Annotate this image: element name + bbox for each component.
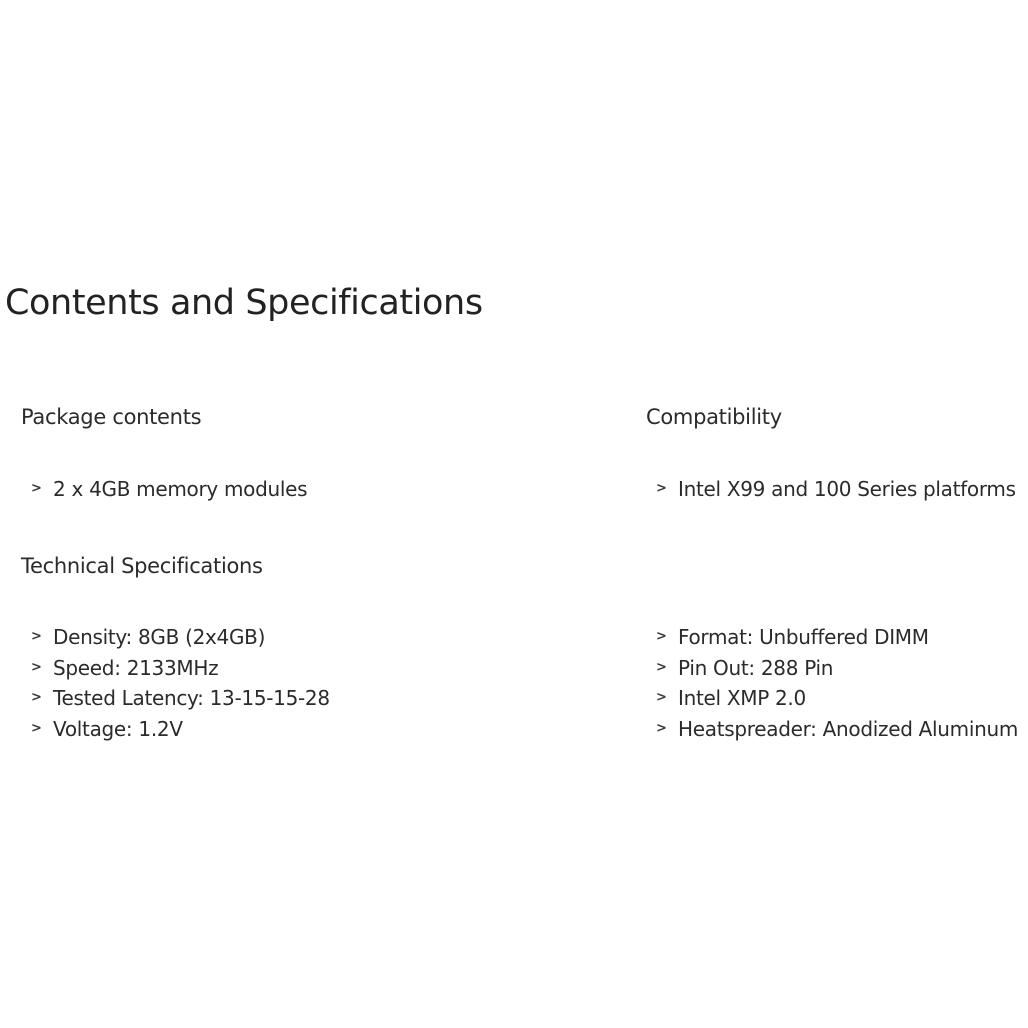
- compatibility-item-text: Intel X99 and 100 Series platforms: [678, 477, 1016, 501]
- compatibility-heading: Compatibility: [646, 405, 782, 429]
- compatibility-list: [656, 474, 1016, 505]
- spec-speed-text: Speed: 2133MHz: [53, 655, 219, 680]
- list-item: [656, 653, 1018, 684]
- spec-density-text: Density: 8GB (2x4GB): [53, 625, 266, 649]
- package-item-text: 2 x 4GB memory modules: [53, 477, 308, 501]
- specifications-left-list: [31, 622, 330, 744]
- chevron-right-icon: >: [31, 481, 42, 496]
- spec-pinout-text: Pin Out: 288 Pin: [678, 655, 834, 680]
- technical-specifications-heading: Technical Specifications: [21, 554, 263, 578]
- chevron-right-icon: >: [656, 690, 667, 705]
- chevron-right-icon: >: [656, 629, 667, 644]
- spec-format-text: Format: Unbuffered DIMM: [678, 625, 929, 649]
- chevron-right-icon: >: [31, 690, 42, 705]
- spec-xmp-text: Intel XMP 2.0: [678, 686, 806, 710]
- list-item: [656, 474, 1016, 505]
- list-item: [31, 683, 330, 714]
- chevron-right-icon: >: [656, 481, 667, 496]
- specifications-right-list: [656, 622, 1018, 744]
- list-item: [656, 683, 1018, 714]
- chevron-right-icon: >: [31, 629, 42, 644]
- list-item: [31, 653, 330, 684]
- list-item: [656, 622, 1018, 653]
- spec-latency-text: Tested Latency: 13-15-15-28: [53, 686, 330, 710]
- spec-voltage-text: Voltage: 1.2V: [53, 716, 183, 741]
- package-contents-list: [31, 474, 307, 505]
- list-item: [31, 622, 330, 653]
- list-item: [656, 714, 1018, 745]
- spec-heatspreader-text: Heatspreader: Anodized Aluminum: [678, 716, 1019, 741]
- list-item: [31, 474, 307, 505]
- list-item: [31, 714, 330, 745]
- chevron-right-icon: >: [31, 659, 42, 675]
- chevron-right-icon: >: [31, 720, 42, 736]
- chevron-right-icon: >: [656, 720, 667, 736]
- page-title: Contents and Specifications: [5, 283, 483, 323]
- chevron-right-icon: >: [656, 659, 667, 675]
- package-contents-heading: Package contents: [21, 405, 202, 429]
